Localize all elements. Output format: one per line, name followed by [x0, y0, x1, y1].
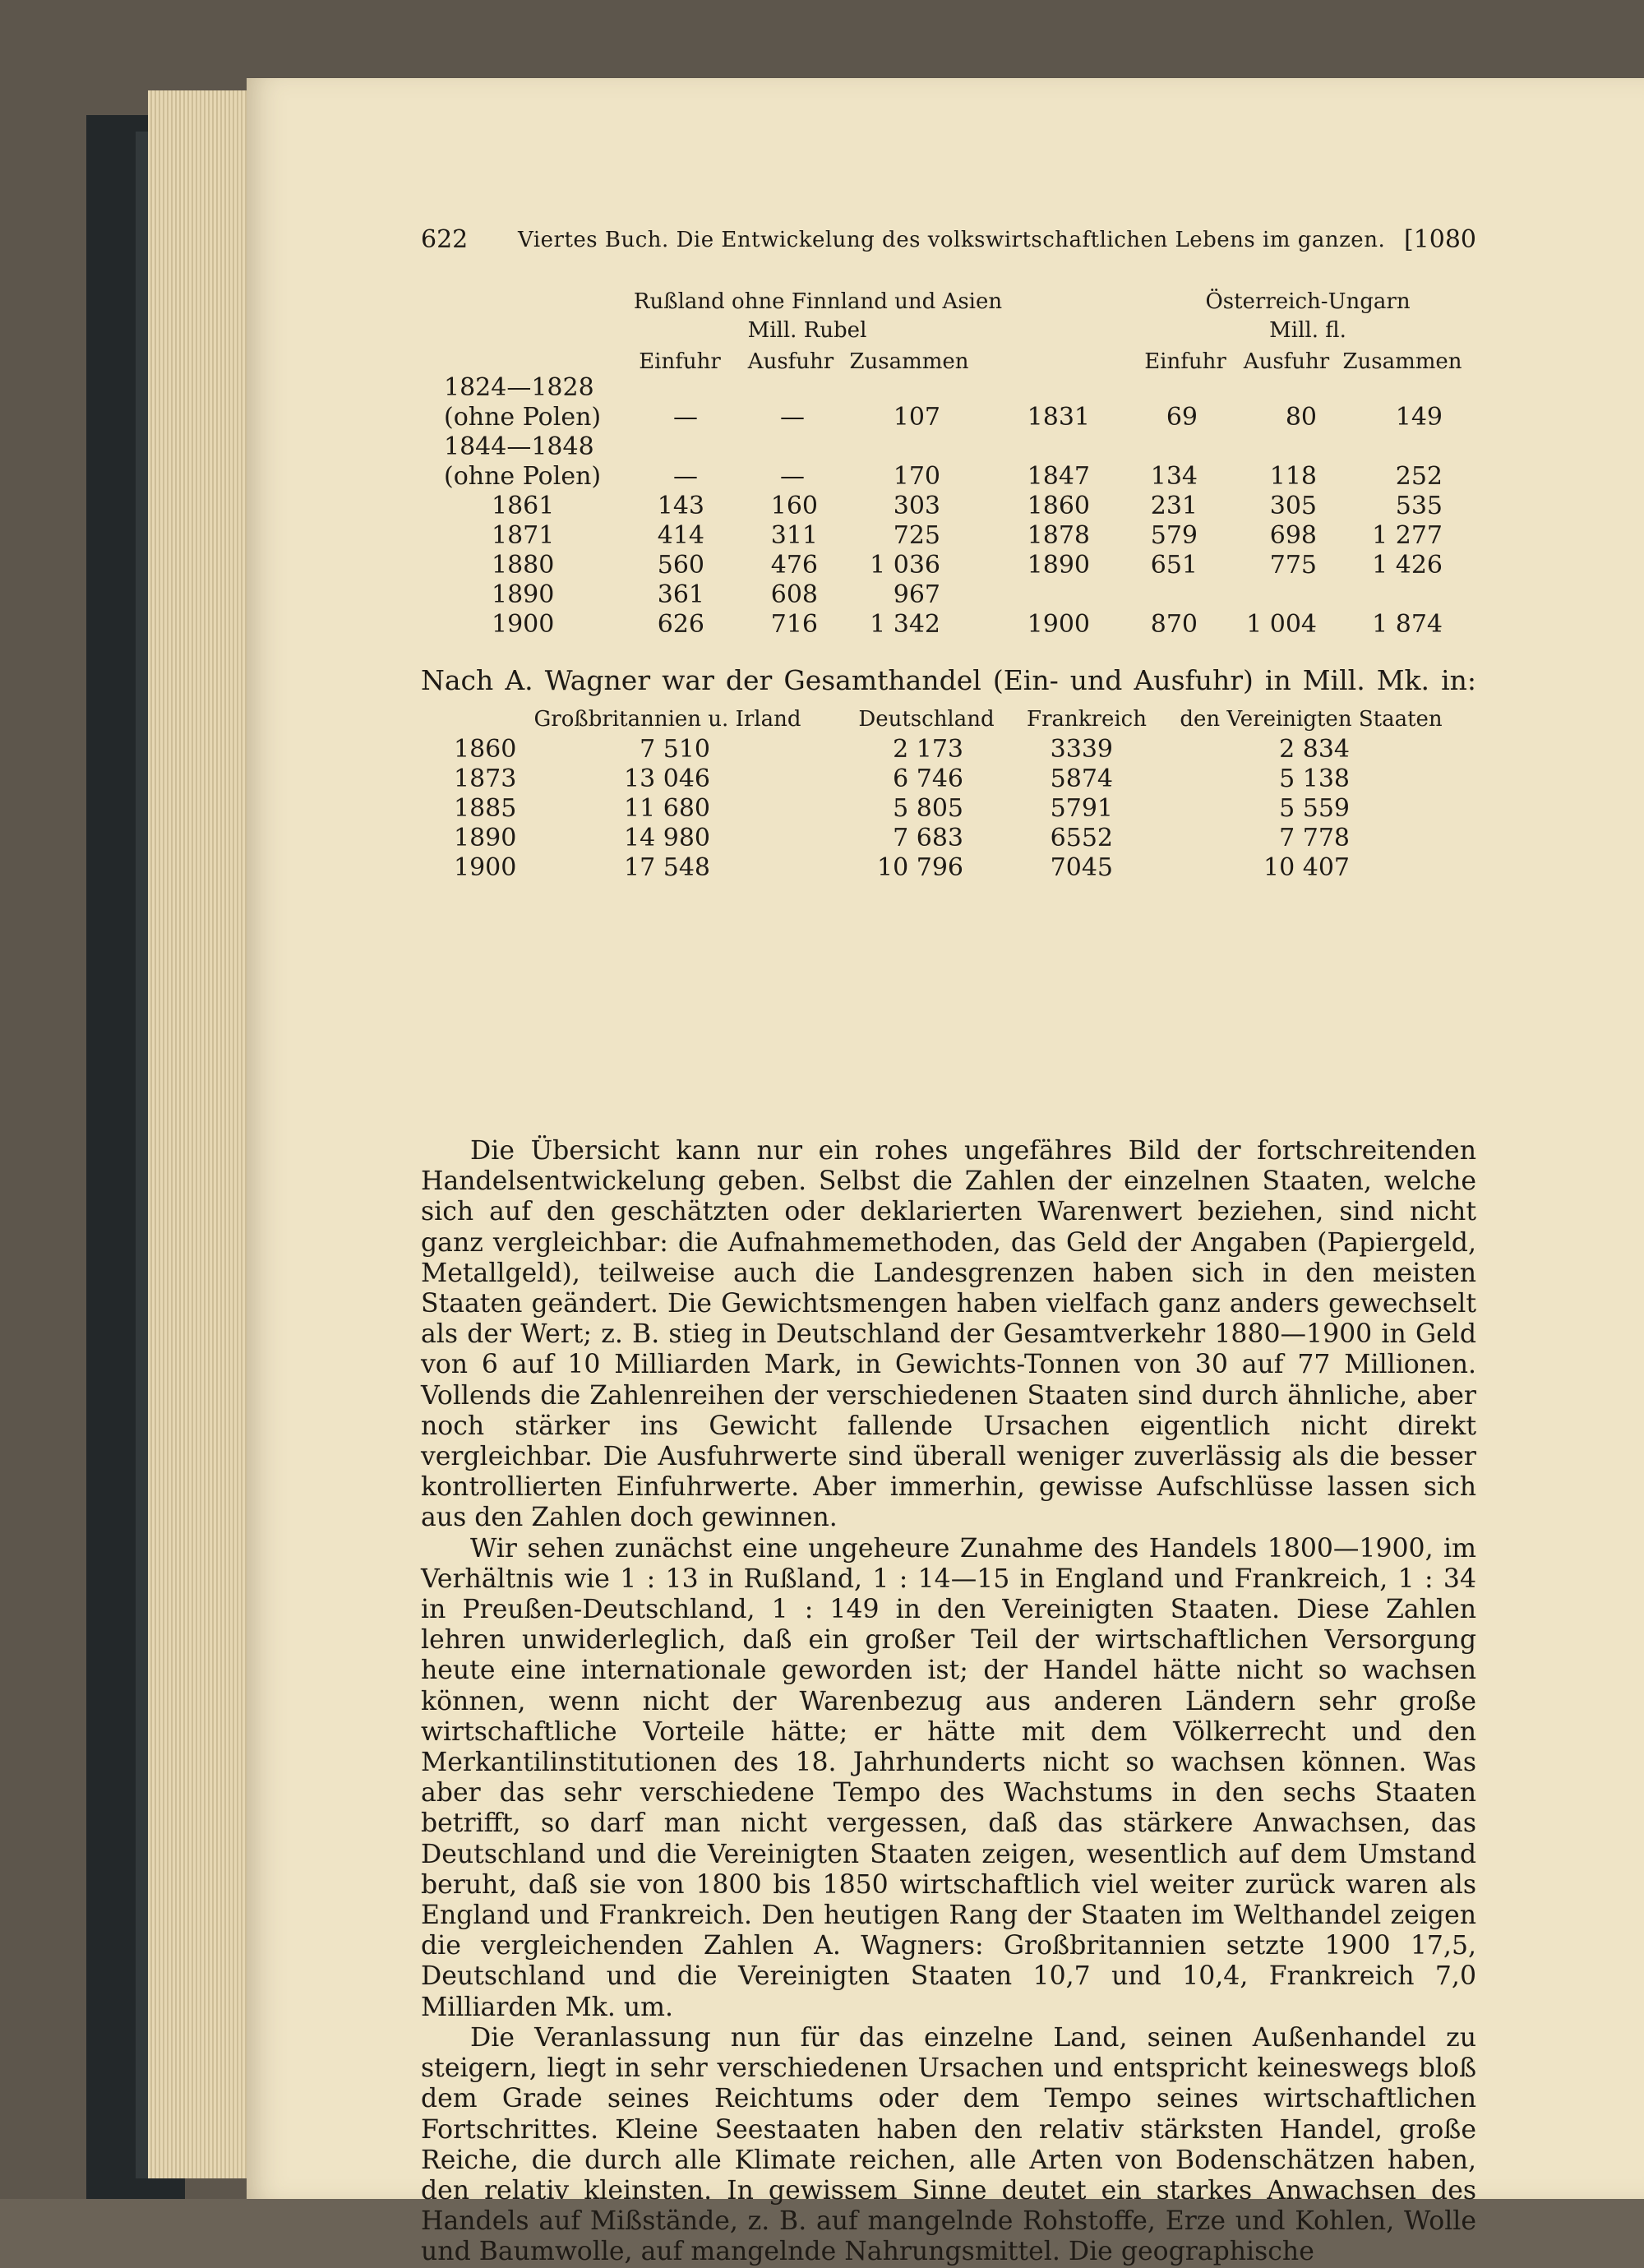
year-cell: 1880: [492, 551, 555, 580]
year-cell: 1890: [1027, 551, 1090, 580]
year-cell: 1900: [492, 610, 555, 639]
value-cell: 579: [1150, 521, 1198, 550]
value-cell: 149: [1395, 403, 1443, 432]
running-title: Viertes Buch. Die Entwickelung des volkswirtschaftlichen Lebens im ganzen.: [518, 228, 1386, 252]
col-einfuhr-austria: Einfuhr: [1144, 349, 1226, 374]
body-text: [421, 1136, 1476, 2268]
year-cell: 1873: [454, 764, 517, 793]
page-stack: [148, 90, 255, 2178]
value-cell: 118: [1269, 462, 1317, 491]
section-number: [1080: [1403, 225, 1476, 254]
value-cell: 7 778: [1279, 824, 1350, 852]
value-cell: 1 036: [870, 551, 940, 580]
value-cell: 107: [893, 403, 940, 432]
year-cell: 1871: [492, 521, 555, 550]
value-cell: 967: [893, 580, 940, 609]
value-cell: 6 746: [893, 764, 963, 793]
value-cell: 69: [1166, 403, 1198, 432]
value-cell: 231: [1150, 492, 1198, 520]
value-cell: 5791: [1050, 794, 1113, 823]
value-cell: 160: [770, 492, 818, 520]
page-number: 622: [421, 225, 469, 254]
paragraph: Die Übersicht kann nur ein rohes ungefähres Bild der fortschreitenden Handelsentwickelung geben. Selbst die Zahlen der einzelnen Staaten, welche sich auf den geschätzten oder deklarierten Warenwert beziehen, sind nicht ganz vergleichbar: die Aufnahmemethoden, das Geld der Angaben (Papiergeld, Metallgeld), teilweise auch die Landesgrenzen haben sich in den meisten Staaten geändert. Die Gewichtsmengen haben vielfach ganz anders gewechselt als der Wert; z. B. stieg in Deutschland der Gesamtverkehr 1880—1900 in Geld von 6 auf 10 Milliarden Mark, in Gewichts-Tonnen von 30 auf 77 Millionen. Vollends die Zahlenreihen der verschiedenen Staaten sind durch ähnliche, aber noch stärker ins Gewicht fallende Ursachen eigentlich nicht direkt vergleichbar. Die Ausfuhrwerte sind überall weniger zuverlässig als die besser kontrollierten Einfuhrwerte. Aber immerhin, gewisse Aufschlüsse lassen sich aus den Zahlen doch gewinnen.: [421, 1136, 1476, 1533]
year-cell: 1885: [454, 794, 517, 823]
value-cell: 14 980: [624, 824, 710, 852]
value-cell: 5 559: [1279, 794, 1350, 823]
value-cell: 5874: [1050, 764, 1113, 793]
value-cell: 134: [1150, 462, 1198, 491]
value-cell: 2 834: [1279, 735, 1350, 764]
year-cell: 1844—1848: [444, 432, 594, 461]
value-cell: 13 046: [624, 764, 710, 793]
value-cell: 535: [1395, 492, 1443, 520]
value-cell: 7 683: [893, 824, 963, 852]
value-cell: 476: [770, 551, 818, 580]
value-cell: 7 510: [640, 735, 710, 764]
value-cell: 1 004: [1246, 610, 1317, 639]
col-ausfuhr-russia: Ausfuhr: [747, 349, 834, 374]
value-cell: —: [673, 403, 698, 432]
year-cell: 1900: [1027, 610, 1090, 639]
value-cell: 1 277: [1372, 521, 1443, 550]
value-cell: —: [673, 462, 698, 491]
value-cell: 2 173: [893, 735, 963, 764]
year-cell: 1860: [1027, 492, 1090, 520]
paragraph: Die Veranlassung nun für das einzelne Land, seinen Außenhandel zu steigern, liegt in sehr verschiedenen Ursachen und entspricht keineswegs bloß dem Grade seines Reichtums oder dem Tempo seines wirtschaftlichen Fortschrittes. Kleine Seestaaten haben den relativ stärksten Handel, große Reiche, die durch alle Klimate reichen, alle Arten von Bodenschätzen haben, den relativ kleinsten. In gewissem Sinne deutet ein starkes Anwachsen des Handels auf Mißstände, z. B. auf mangelnde Rohstoffe, Erze und Kohlen, Wolle und Baumwolle, auf mangelnde Nahrungsmittel. Die geographische: [421, 2022, 1476, 2267]
austria-unit: Mill. fl.: [1269, 318, 1346, 343]
year-cell: 1824—1828: [444, 373, 594, 402]
year-cell: 1847: [1027, 462, 1090, 491]
year-cell: 1831: [1027, 403, 1090, 432]
value-cell: 6552: [1050, 824, 1113, 852]
value-cell: 7045: [1050, 853, 1113, 882]
russia-unit: Mill. Rubel: [747, 318, 867, 343]
value-cell: 1 342: [870, 610, 940, 639]
paragraph: Wir sehen zunächst eine ungeheure Zunahme des Handels 1800—1900, im Verhältnis wie 1 : 13 in Rußland, 1 : 14—15 in England und Frankreich, 1 : 34 in Preußen-Deutschland, 1 : 149 in den Vereinigten Staaten. Diese Zahlen lehren unwiderleglich, daß ein großer Teil der wirtschaftlichen Versorgung heute eine internationale geworden ist; der Handel hätte nicht so wachsen können, wenn nicht der Warenbezug aus anderen Ländern sehr große wirtschaftliche Vorteile hätte; er hätte mit dem Völkerrecht und den Merkantilinstitutionen des 18. Jahrhunderts nicht so wachsen können. Was aber das sehr verschiedene Tempo des Wachstums in den sechs Staaten betrifft, so darf man nicht vergessen, daß das stärkere Anwachsen, das Deutschland und die Vereinigten Staaten zeigen, wesentlich auf dem Umstand beruht, daß sie von 1800 bis 1850 wirtschaftlich viel weiter zurück waren als England und Frankreich. Den heutigen Rang der Staaten im Welthandel zeigen die vergleichenden Zahlen A. Wagners: Großbritannien setzte 1900 17,5, Deutschland und die Vereinigten Staaten 10,7 und 10,4, Frankreich 7,0 Milliarden Mk. um.: [421, 1533, 1476, 2022]
col-united-states: den Vereinigten Staaten: [1180, 707, 1443, 732]
value-cell: 80: [1285, 403, 1317, 432]
value-cell: —: [780, 462, 805, 491]
year-cell: 1861: [492, 492, 555, 520]
wagner-lead-line: Nach A. Wagner war der Gesamthandel (Ein- und Ausfuhr) in Mill. Mk. in:: [421, 664, 1476, 696]
value-cell: 11 680: [624, 794, 710, 823]
note-cell: (ohne Polen): [444, 462, 602, 491]
note-cell: (ohne Polen): [444, 403, 602, 432]
col-einfuhr-russia: Einfuhr: [639, 349, 721, 374]
value-cell: —: [780, 403, 805, 432]
value-cell: 311: [770, 521, 818, 550]
value-cell: 725: [893, 521, 940, 550]
value-cell: 651: [1150, 551, 1198, 580]
value-cell: 361: [657, 580, 704, 609]
value-cell: 303: [893, 492, 940, 520]
year-cell: 1890: [454, 824, 517, 852]
value-cell: 5 138: [1279, 764, 1350, 793]
austria-heading: Österreich-Ungarn: [1205, 289, 1411, 314]
value-cell: 698: [1269, 521, 1317, 550]
value-cell: 305: [1269, 492, 1317, 520]
value-cell: 608: [770, 580, 818, 609]
value-cell: 1 874: [1372, 610, 1443, 639]
year-cell: 1890: [492, 580, 555, 609]
col-ausfuhr-austria: Ausfuhr: [1243, 349, 1330, 374]
year-cell: 1900: [454, 853, 517, 882]
year-cell: 1860: [454, 735, 517, 764]
value-cell: 3339: [1050, 735, 1113, 764]
value-cell: 560: [657, 551, 704, 580]
value-cell: 252: [1395, 462, 1443, 491]
col-zusammen-russia: Zusammen: [849, 349, 969, 374]
value-cell: 775: [1269, 551, 1317, 580]
col-zusammen-austria: Zusammen: [1342, 349, 1462, 374]
value-cell: 1 426: [1372, 551, 1443, 580]
value-cell: 626: [657, 610, 704, 639]
value-cell: 716: [770, 610, 818, 639]
col-france: Frankreich: [1027, 707, 1147, 732]
value-cell: 143: [657, 492, 704, 520]
col-great-britain: Großbritannien u. Irland: [533, 707, 801, 732]
value-cell: 10 796: [877, 853, 963, 882]
value-cell: 17 548: [624, 853, 710, 882]
value-cell: 870: [1150, 610, 1198, 639]
running-head: [421, 224, 1476, 256]
russia-heading: Rußland ohne Finnland und Asien: [633, 289, 1003, 314]
value-cell: 10 407: [1263, 853, 1350, 882]
value-cell: 414: [657, 521, 704, 550]
col-germany: Deutschland: [858, 707, 995, 732]
value-cell: 5 805: [893, 794, 963, 823]
year-cell: 1878: [1027, 521, 1090, 550]
value-cell: 170: [893, 462, 940, 491]
